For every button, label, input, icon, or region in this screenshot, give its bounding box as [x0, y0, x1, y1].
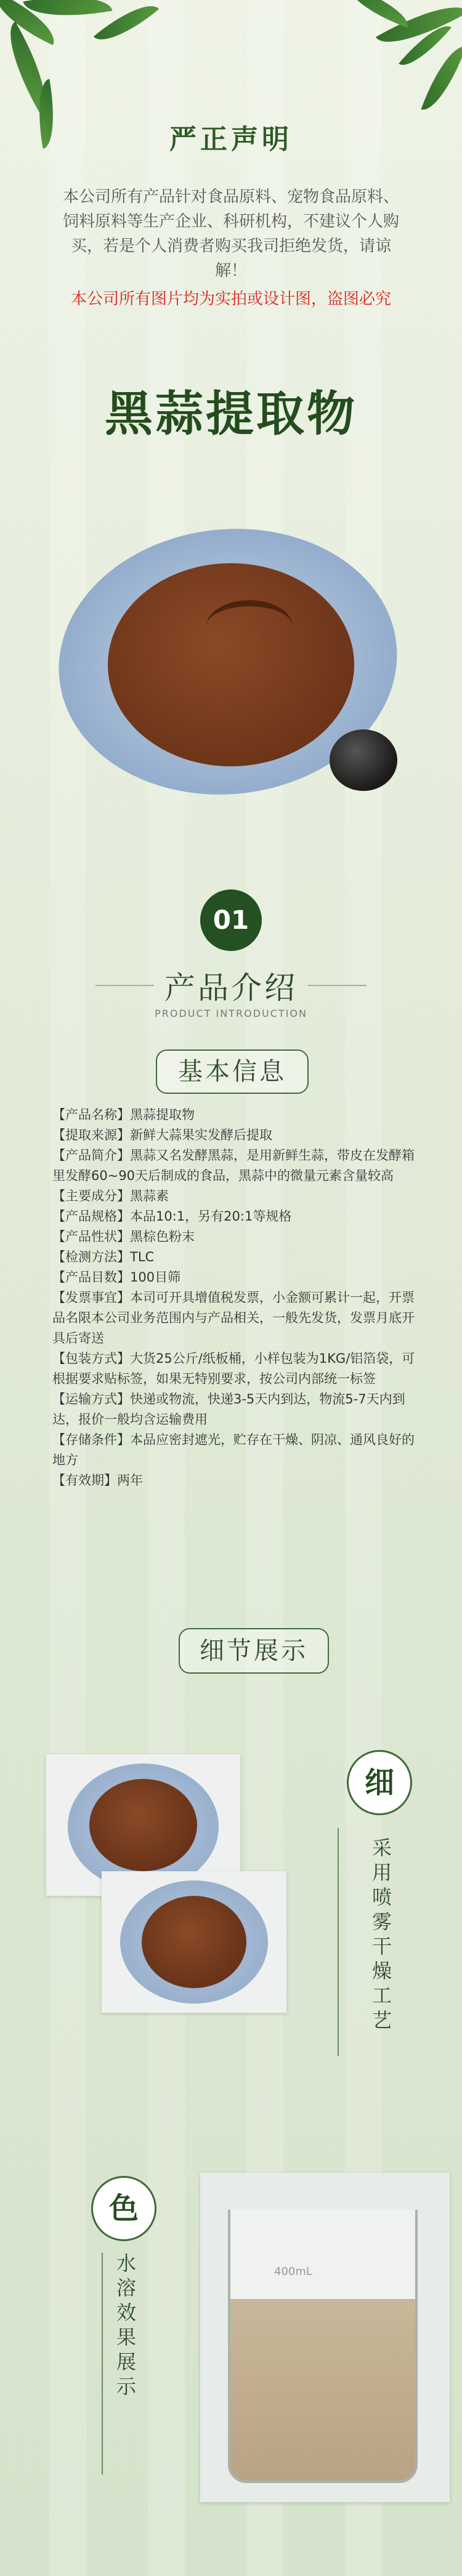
info-line: 【产品性状】黑棕色粉末	[52, 1229, 195, 1244]
info-line: 【产品规格】本品10:1，另有20:1等规格	[52, 1209, 292, 1224]
detail-char-badge: 色	[91, 2176, 156, 2241]
section-subtitle: PRODUCT INTRODUCTION	[155, 1008, 307, 1019]
product-title: 黑蒜提取物	[104, 387, 357, 442]
info-line: 【产品目数】100目筛	[52, 1270, 181, 1285]
info-line: 【主要成分】黑蒜素	[52, 1189, 169, 1203]
info-line: 【产品名称】黑蒜提取物	[52, 1107, 195, 1122]
info-line: 【检测方法】TLC	[52, 1250, 155, 1264]
beaker-liquid	[230, 2299, 415, 2481]
info-line: 【提取来源】新鲜大蒜果实发酵后提取	[52, 1128, 272, 1142]
info-line: 【发票事宜】本司可开具增值税发票，小金额可累计一起，开票品名限本公司业务范围内与产品相关，一般先发货，发票月底开具后寄送	[52, 1290, 415, 1346]
divider-line	[338, 1828, 339, 2056]
notice-warning: 本公司所有图片均为实拍或设计图，盗图必究	[70, 290, 391, 308]
info-line: 【运输方式】快递或物流，快递3-5天内到达，物流5-7天内到达，报价一般均含运输费用	[52, 1392, 405, 1427]
detail-caption: 采用喷雾干燥工艺	[369, 1837, 392, 2034]
product-info-list	[52, 1105, 422, 1491]
detail-display-pill: 细节展示	[179, 1628, 329, 1674]
detail-caption: 水溶效果展示	[113, 2253, 137, 2401]
beaker-photo	[200, 2173, 450, 2502]
info-line: 【产品简介】黑蒜又名发酵黑蒜，是用新鲜生蒜，带皮在发酵箱里发酵60~90天后制成的食品，黑蒜中的微量元素含量较高	[52, 1148, 415, 1183]
powder-photo-2	[102, 1871, 286, 2013]
divider-line	[102, 2253, 103, 2474]
section-number-badge: 01	[200, 889, 262, 951]
section-title: 产品介绍	[164, 970, 298, 1006]
info-line: 【存储条件】本品应密封遮光，贮存在干燥、阴凉、通风良好的地方	[52, 1432, 415, 1467]
notice-body: 本公司所有产品针对食品原料、宠物食品原料、饲料原料等生产企业、科研机构，不建议个人购买，若是个人消费者购买我司拒绝发货，请谅解！	[62, 188, 399, 280]
info-line: 【包装方式】大货25公斤/纸板桶，小样包装为1KG/铝箔袋，可根据要求贴标签，如果无特别要求，按公司内部统一标签	[52, 1351, 415, 1386]
notice-title: 严正声明	[169, 124, 293, 155]
basic-info-pill: 基本信息	[156, 1049, 309, 1094]
detail-char-badge: 细	[347, 1750, 412, 1815]
info-line: 【有效期】两年	[52, 1473, 143, 1488]
beaker-label: 400mL	[274, 2265, 312, 2278]
